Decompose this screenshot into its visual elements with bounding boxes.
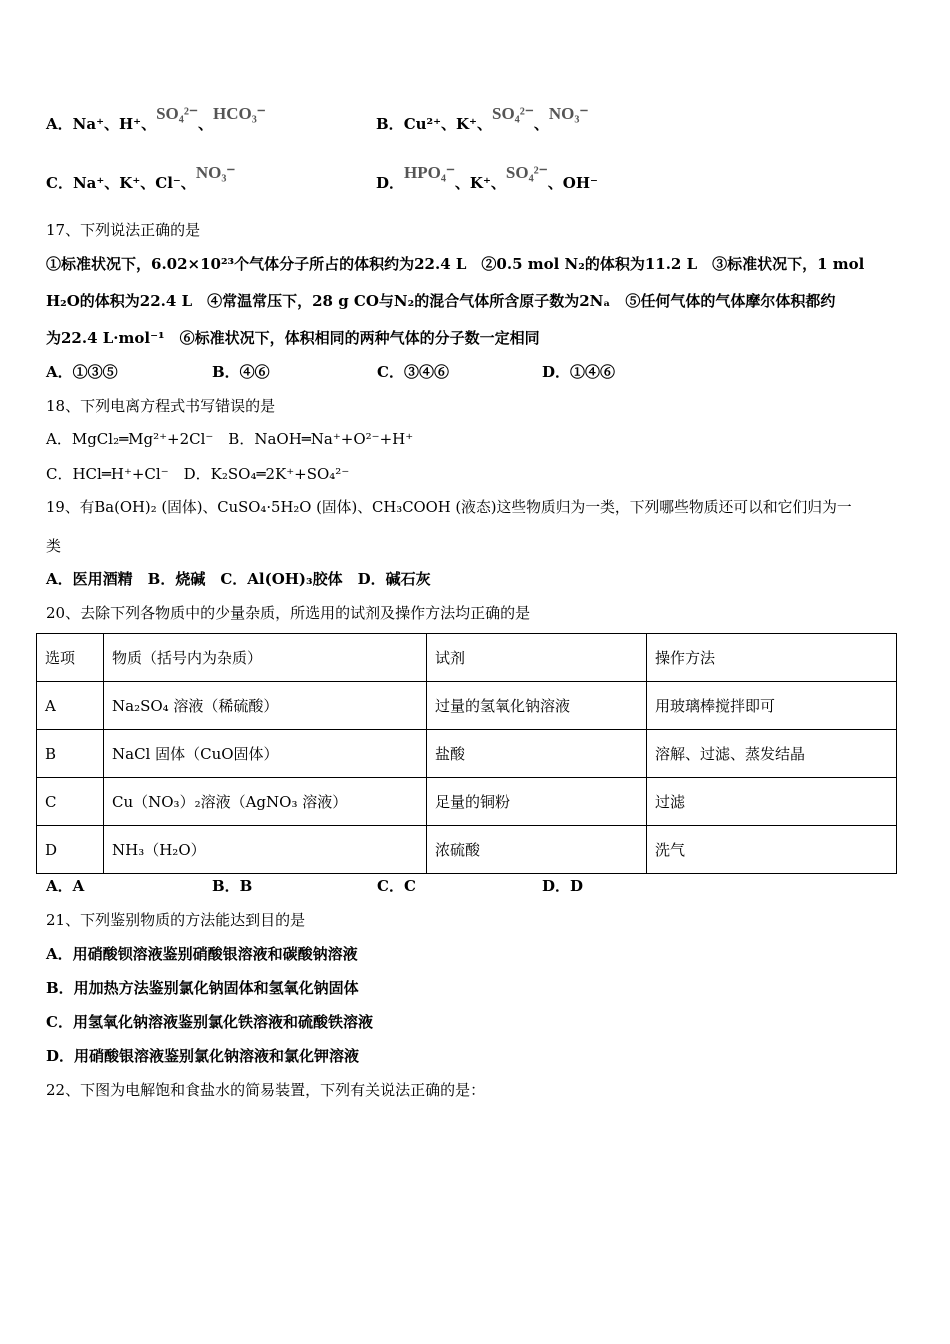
q21-option-b: B．用加热方法鉴别氯化钠固体和氢氧化钠固体 — [46, 979, 359, 997]
q16-d-ion1: HPO₄⁻ — [404, 163, 455, 182]
q16-a-ion1: SO₄²⁻ — [156, 104, 198, 123]
table-cell: 洗气 — [647, 826, 897, 874]
q16-option-a — [46, 104, 266, 134]
q16-d-tail: 、OH⁻ — [547, 174, 598, 192]
q16-option-d — [376, 163, 598, 193]
table-cell: B — [37, 730, 104, 778]
table-header-cell: 试剂 — [427, 634, 647, 682]
q16-c-ion1: NO₃⁻ — [195, 163, 236, 182]
table-cell: 足量的铜粉 — [427, 778, 647, 826]
q18-title: 18、下列电离方程式书写错误的是 — [46, 397, 276, 415]
q20-title: 20、去除下列各物质中的少量杂质，所选用的试剂及操作方法均正确的是 — [46, 604, 531, 622]
q17-title: 17、下列说法正确的是 — [46, 221, 201, 239]
q16-d-label: D． — [376, 174, 405, 192]
q20-option-c: C．C — [377, 877, 416, 895]
q19-line1: 19、有Ba(OH)₂ (固体)、CuSO₄·5H₂O (固体)、CH₃COOH (液态)这些物质归为一类，下列哪些物质还可以和它们归为一 — [46, 499, 852, 516]
q22-title: 22、下图为电解饱和食盐水的简易装置，下列有关说法正确的是： — [46, 1081, 486, 1099]
table-cell: C — [37, 778, 104, 826]
table-row — [37, 730, 897, 778]
table-cell: 溶解、过滤、蒸发结晶 — [647, 730, 897, 778]
q20-option-a: A．A — [46, 877, 85, 895]
table-header-row — [37, 634, 897, 682]
q16-c-label: C． — [46, 174, 73, 192]
q17-line1: ①标准状况下，6.02×10²³个气体分子所占的体积约为22.4 L ②0.5 mol N₂的体积为11.2 L ③标准状况下，1 mol — [46, 255, 865, 273]
q16-option-c — [46, 163, 236, 193]
q16-b-sep: 、 — [533, 115, 549, 133]
q16-d-text: 、K⁺、 — [454, 174, 506, 192]
table-cell: Cu（NO₃）₂溶液（AgNO₃ 溶液） — [104, 778, 427, 826]
q18-line1: A．MgCl₂═Mg²⁺+2Cl⁻ B．NaOH═Na⁺+O²⁻+H⁺ — [46, 430, 414, 448]
table-cell: 用玻璃棒搅拌即可 — [647, 682, 897, 730]
q21-option-c: C．用氢氧化钠溶液鉴别氯化铁溶液和硫酸铁溶液 — [46, 1013, 373, 1031]
table-header-cell: 选项 — [37, 634, 104, 682]
table-cell: A — [37, 682, 104, 730]
q16-a-ion2: HCO₃⁻ — [212, 104, 266, 123]
q16-b-ion1: SO₄²⁻ — [491, 104, 534, 123]
table-cell: 过量的氢氧化钠溶液 — [427, 682, 647, 730]
q17-option-b: B．④⑥ — [212, 363, 270, 381]
q17-option-a: A．①③⑤ — [46, 363, 118, 381]
q18-line2: C．HCl═H⁺+Cl⁻ D．K₂SO₄═2K⁺+SO₄²⁻ — [46, 465, 350, 483]
q16-b-ion2: NO₃⁻ — [548, 104, 589, 123]
q17-line2: H₂O的体积为22.4 L ④常温常压下，28 g CO与N₂的混合气体所含原子数为2Nₐ ⑤任何气体的气体摩尔体积都约 — [46, 292, 836, 310]
table-header-cell: 操作方法 — [647, 634, 897, 682]
table-cell: D — [37, 826, 104, 874]
q16-a-label: A． — [46, 115, 73, 133]
table-row — [37, 826, 897, 874]
q20-table — [36, 633, 897, 874]
q17-line3: 为22.4 L·mol⁻¹ ⑥标准状况下，体积相同的两种气体的分子数一定相同 — [46, 329, 540, 347]
table-cell: 盐酸 — [427, 730, 647, 778]
q17-option-c: C．③④⑥ — [377, 363, 449, 381]
q16-b-text: Cu²⁺、K⁺、 — [403, 115, 492, 133]
q16-d-ion2: SO₄²⁻ — [505, 163, 548, 182]
table-row — [37, 778, 897, 826]
q20-option-d: D．D — [542, 877, 584, 895]
q16-option-b — [376, 104, 589, 134]
q20-option-b: B．B — [212, 877, 253, 895]
q16-b-label: B． — [376, 115, 404, 133]
q17-option-d: D．①④⑥ — [542, 363, 616, 381]
q19-options: A．医用酒精 B．烧碱 C．Al(OH)₃胶体 D．碱石灰 — [46, 570, 431, 588]
table-cell: 过滤 — [647, 778, 897, 826]
q21-option-a: A．用硝酸钡溶液鉴别硝酸银溶液和碳酸钠溶液 — [46, 945, 358, 963]
table-cell: NaCl 固体（CuO固体） — [104, 730, 427, 778]
table-cell: 浓硫酸 — [427, 826, 647, 874]
q16-c-text: Na⁺、K⁺、Cl⁻、 — [72, 174, 196, 192]
table-cell: Na₂SO₄ 溶液（稀硫酸） — [104, 682, 427, 730]
table-row — [37, 682, 897, 730]
q16-a-sep: 、 — [197, 115, 213, 133]
table-cell: NH₃（H₂O） — [104, 826, 427, 874]
q21-title: 21、下列鉴别物质的方法能达到目的是 — [46, 911, 306, 929]
q19-line2: 类 — [46, 537, 62, 555]
q16-a-text: Na⁺、H⁺、 — [72, 115, 157, 133]
table-header-cell: 物质（括号内为杂质） — [104, 634, 427, 682]
q21-option-d: D．用硝酸银溶液鉴别氯化钠溶液和氯化钾溶液 — [46, 1047, 360, 1065]
